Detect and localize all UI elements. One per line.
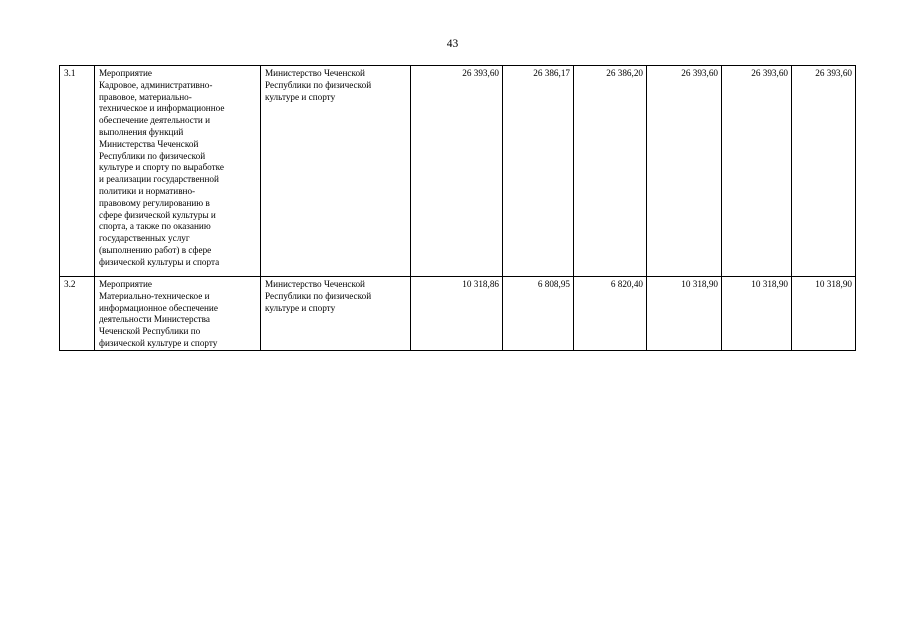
executor-line: Республики по физической bbox=[265, 290, 372, 301]
activity-line: правовое, материально- bbox=[99, 91, 192, 102]
activity-line: Мероприятие bbox=[99, 68, 152, 78]
activity-line: спорта, а также по оказанию bbox=[99, 221, 211, 232]
amount-cell: 10 318,90 bbox=[647, 277, 722, 351]
amount-cell: 10 318,86 bbox=[411, 277, 503, 351]
executor-line: культуре и спорту bbox=[265, 91, 336, 102]
amount-cell: 26 393,60 bbox=[722, 66, 792, 277]
activity-line: Мероприятие bbox=[99, 279, 152, 289]
activity-line: Кадровое, административно- bbox=[99, 79, 213, 90]
executor-line: культуре и спорту bbox=[265, 302, 336, 313]
activity-line: физической культуры и спорта bbox=[99, 256, 220, 267]
activity-line: политики и нормативно- bbox=[99, 185, 196, 196]
amount-cell: 10 318,90 bbox=[792, 277, 856, 351]
activity-line: Чеченской Республики по bbox=[99, 326, 201, 337]
program-table bbox=[59, 65, 856, 351]
activity-cell bbox=[95, 66, 261, 277]
amount-cell: 26 393,60 bbox=[647, 66, 722, 277]
amount-cell: 10 318,90 bbox=[722, 277, 792, 351]
executor-line: Республики по физической bbox=[265, 79, 372, 90]
row-number: 3.1 bbox=[60, 66, 95, 277]
executor-line: Министерство Чеченской bbox=[265, 279, 365, 289]
activity-line: обеспечение деятельности и bbox=[99, 115, 211, 126]
amount-cell: 26 386,17 bbox=[503, 66, 574, 277]
activity-line: техническое и информационное bbox=[99, 103, 225, 114]
activity-line: правовому регулированию в bbox=[99, 197, 210, 208]
executor-cell bbox=[261, 277, 411, 351]
amount-cell: 26 386,20 bbox=[574, 66, 647, 277]
amount-cell: 26 393,60 bbox=[411, 66, 503, 277]
table-row bbox=[60, 277, 856, 351]
activity-cell bbox=[95, 277, 261, 351]
executor-cell bbox=[261, 66, 411, 277]
activity-line: деятельности Министерства bbox=[99, 314, 210, 325]
activity-line: Республики по физической bbox=[99, 150, 206, 161]
activity-line: (выполнению работ) в сфере bbox=[99, 244, 212, 255]
activity-line: государственных услуг bbox=[99, 233, 190, 244]
table-row bbox=[60, 66, 856, 277]
page-number: 43 bbox=[446, 38, 459, 50]
activity-line: культуре и спорту по выработке bbox=[99, 162, 224, 173]
amount-cell: 6 820,40 bbox=[574, 277, 647, 351]
activity-line: физической культуре и спорту bbox=[99, 337, 218, 348]
row-number: 3.2 bbox=[60, 277, 95, 351]
activity-line: выполнения функций bbox=[99, 126, 184, 137]
executor-line: Министерство Чеченской bbox=[265, 68, 365, 78]
amount-cell: 6 808,95 bbox=[503, 277, 574, 351]
amount-cell: 26 393,60 bbox=[792, 66, 856, 277]
activity-line: Материально-техническое и bbox=[99, 290, 210, 301]
activity-line: и реализации государственной bbox=[99, 174, 219, 185]
activity-line: Министерства Чеченской bbox=[99, 138, 199, 149]
activity-line: сфере физической культуры и bbox=[99, 209, 216, 220]
activity-line: информационное обеспечение bbox=[99, 302, 218, 313]
